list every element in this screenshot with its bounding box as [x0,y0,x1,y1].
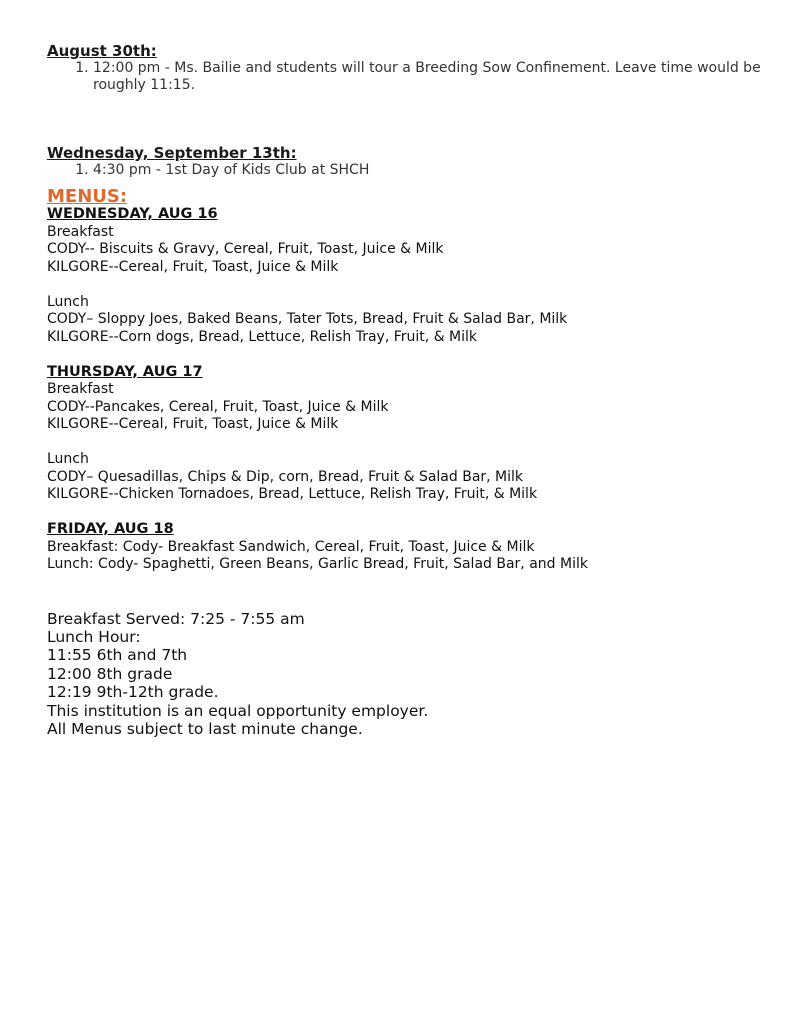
spacer [47,276,767,294]
event-sep-13 [47,144,767,179]
event-item: 1. 4:30 pm - 1st Day of Kids Club at SHCH [93,162,767,179]
meal-label: Lunch [47,293,89,310]
meal-label: Lunch [47,451,89,467]
info-line: All Menus subject to last minute change. [47,719,363,738]
event-heading: August 30th: [47,42,157,60]
info-block [47,610,767,739]
menu-line: Breakfast: Cody- Breakfast Sandwich, Cereal, Fruit, Toast, Juice & Milk [47,538,535,555]
event-list [47,60,767,94]
event-aug-30 [47,42,767,94]
info-line: 11:55 6th and 7th [47,646,188,665]
menu-thursday [47,364,767,522]
menu-wednesday [47,206,767,364]
menu-line: CODY– Quesadillas, Chips & Dip, corn, Bread, Fruit & Salad Bar, Milk [47,468,524,485]
menu-line: CODY-- Biscuits & Gravy, Cereal, Fruit, Toast, Juice & Milk [47,241,444,257]
menu-line: KILGORE--Chicken Tornadoes, Bread, Lettuce, Relish Tray, Fruit, & Milk [47,486,538,502]
event-heading: Wednesday, September 13th: [47,144,297,162]
info-line: Lunch Hour: [47,627,141,646]
menu-line: KILGORE--Corn dogs, Bread, Lettuce, Relish Tray, Fruit, & Milk [47,328,478,345]
day-title: THURSDAY, AUG 17 [47,363,203,380]
event-list [47,162,767,179]
meal-label: Breakfast [47,223,114,240]
menu-friday [47,521,767,574]
spacer [47,504,767,522]
info-line: This institution is an equal opportunity employer. [47,701,429,720]
menus-title: MENUS: [47,186,128,207]
info-line: Breakfast Served: 7:25 - 7:55 am [47,609,305,628]
menu-line: CODY– Sloppy Joes, Baked Beans, Tater Tots, Bread, Fruit & Salad Bar, Milk [47,311,568,327]
info-line: 12:19 9th-12th grade. [47,683,219,702]
spacer [47,434,767,452]
spacer [47,94,767,144]
meal-label: Breakfast [47,381,114,397]
day-title: FRIDAY, AUG 18 [47,521,174,537]
menu-line: KILGORE--Cereal, Fruit, Toast, Juice & Milk [47,416,339,432]
menu-line: KILGORE--Cereal, Fruit, Toast, Juice & Milk [47,258,339,275]
spacer [47,574,767,610]
event-item: 1. 12:00 pm - Ms. Bailie and students will tour a Breeding Sow Confinement. Leave time would be roughly 11:15. [93,60,767,94]
spacer [47,346,767,364]
info-line: 12:00 8th grade [47,664,173,683]
menu-line: Lunch: Cody- Spaghetti, Green Beans, Garlic Bread, Fruit, Salad Bar, and Milk [47,556,588,572]
day-title: WEDNESDAY, AUG 16 [47,206,218,222]
menu-line: CODY--Pancakes, Cereal, Fruit, Toast, Juice & Milk [47,398,389,415]
document-page [47,42,767,738]
